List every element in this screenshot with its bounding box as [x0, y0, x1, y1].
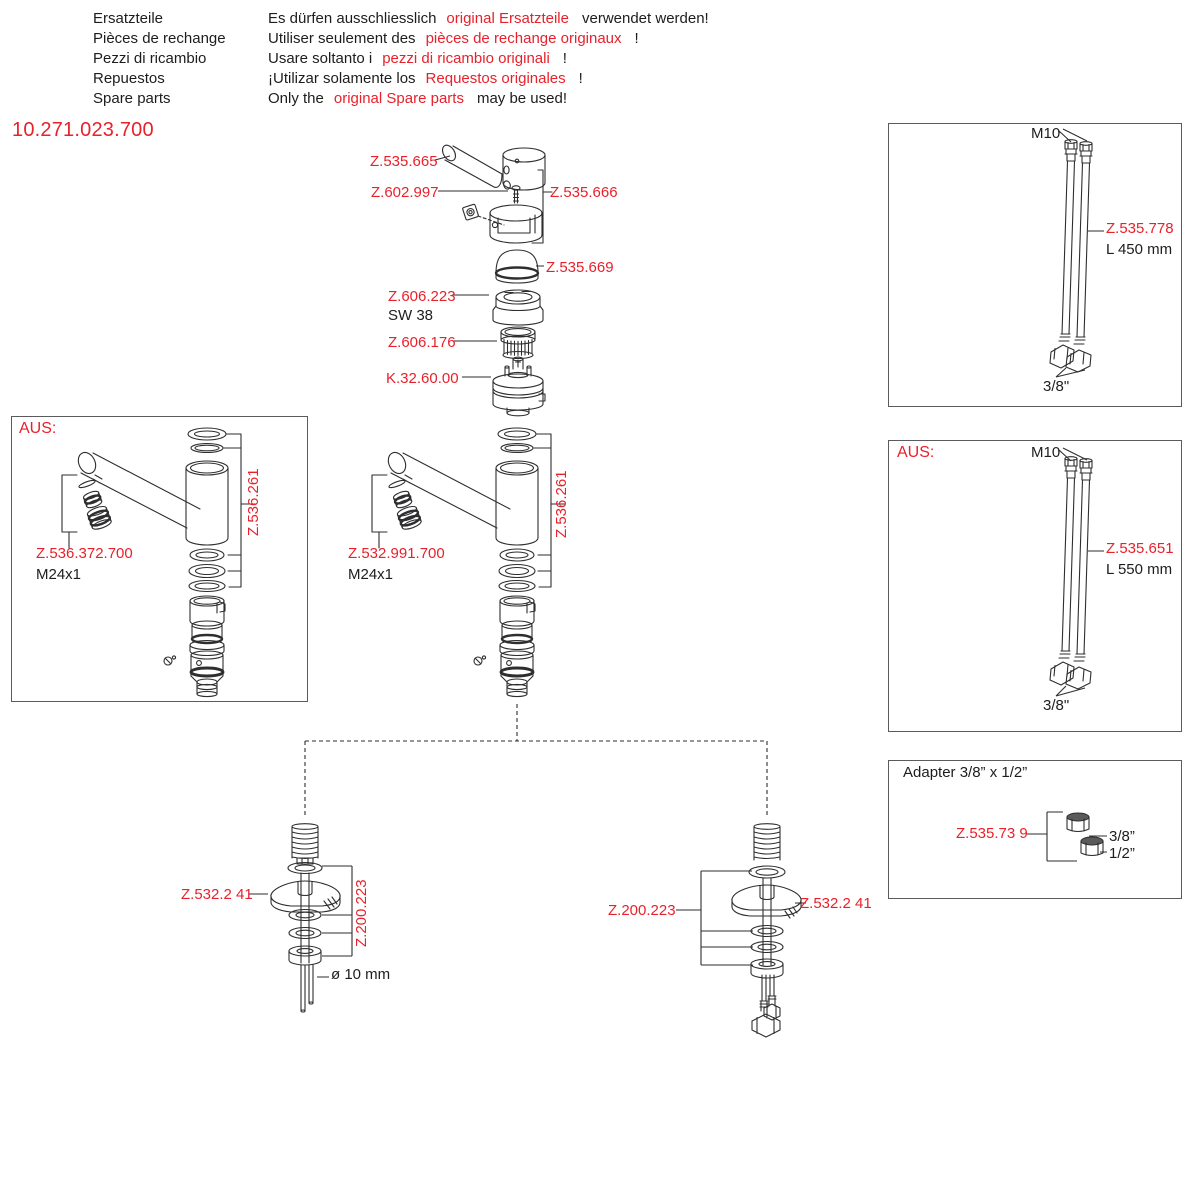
- square-nut-drawing: [462, 204, 478, 220]
- threaded-shank-drawing: [292, 824, 318, 864]
- part-label-cap-nut: Z.606.223: [388, 288, 456, 305]
- sentence-highlight: pezzi di ricambio originali: [382, 50, 550, 67]
- part-label-dome-cap: Z.535.669: [546, 259, 614, 276]
- language-label: Pezzi di ricambio: [93, 50, 207, 67]
- part-label-handle-body: Z.535.666: [550, 184, 618, 201]
- part-label-fastening-left: Z.200.223: [353, 879, 370, 947]
- adapter-box-title: Adapter 3/8” x 1/2”: [903, 764, 1028, 781]
- part-label-screw: Z.602.997: [371, 184, 439, 201]
- sentence-pre: Es dürfen ausschliesslich: [268, 10, 437, 27]
- adapter-size-small: 3/8”: [1109, 828, 1135, 845]
- hose-bottom-thread: 3/8": [1043, 378, 1070, 395]
- washer-drawing: [289, 910, 321, 921]
- handle-body-drawing: [503, 148, 545, 190]
- part-label-spout-aus: Z.536.261: [245, 468, 262, 536]
- part-label-bracket-left: Z.532.2 41: [181, 886, 253, 903]
- aerator-thread-size: M24x1: [36, 566, 82, 583]
- adapter-size-large: 1/2”: [1109, 845, 1135, 862]
- washer-drawing: [751, 942, 783, 953]
- top-o-rings-drawing: [188, 428, 226, 453]
- cartridge-drawing: [493, 357, 545, 416]
- handle-screw-drawing: [512, 186, 520, 203]
- hose-left-drawing: [1050, 140, 1077, 368]
- hose-length-450: L 450 mm: [1106, 241, 1173, 258]
- seal-rings-drawing: [499, 549, 535, 592]
- part-label-lever: Z.535.665: [370, 153, 438, 170]
- part-label-aerator-aus: Z.536.372.700: [36, 545, 133, 562]
- cap-nut-wrench-size: SW 38: [388, 307, 434, 324]
- dashed-connector: [305, 704, 767, 818]
- spout-body-drawing: [385, 450, 538, 545]
- part-label-threaded-ring: Z.606.176: [388, 334, 456, 351]
- hose-tails-drawing: [752, 975, 780, 1037]
- notice-sentence: [268, 90, 567, 107]
- aerator-thread-size: M24x1: [348, 566, 394, 583]
- pipe-diameter-label: ø 10 mm: [331, 966, 391, 983]
- sentence-highlight: Requestos originales: [425, 70, 566, 87]
- sentence-post: may be used!: [476, 90, 568, 107]
- adapter-nut-3-8-drawing: [1067, 813, 1089, 832]
- hose-left-drawing: [1050, 457, 1077, 685]
- notice-sentence: [268, 70, 583, 87]
- sentence-post: !: [562, 50, 567, 67]
- part-label-cartridge: K.32.60.00: [386, 370, 459, 387]
- hose-pair-illustration-450: [1005, 138, 1135, 383]
- top-o-rings-drawing: [498, 428, 536, 453]
- part-label-fastening-right: Z.200.223: [608, 902, 676, 919]
- mounting-set-left-illustration: [260, 815, 440, 1045]
- notice-sentence: [268, 10, 709, 27]
- language-label: Pièces de rechange: [93, 30, 226, 47]
- cap-nut-drawing: [493, 290, 543, 325]
- language-label: Spare parts: [93, 90, 171, 107]
- sentence-pre: Only the: [268, 90, 324, 107]
- part-label-aerator: Z.532.991.700: [348, 545, 445, 562]
- sentence-highlight: pièces de rechange originaux: [425, 30, 622, 47]
- seal-rings-drawing: [189, 549, 225, 592]
- spout-body-drawing: [75, 450, 228, 545]
- lever-handle-drawing: [440, 143, 512, 190]
- valve-body-drawing: [164, 596, 225, 697]
- notice-sentence: [268, 50, 567, 67]
- handle-base-drawing: [490, 205, 542, 243]
- product-code: 10.271.023.700: [12, 119, 154, 141]
- aus-tag: AUS:: [19, 420, 57, 437]
- aerator-bracket-line: [62, 475, 77, 548]
- flanged-bush-drawing: [751, 959, 783, 978]
- adapter-nut-1-2-drawing: [1081, 837, 1103, 856]
- hose-length-550: L 550 mm: [1106, 561, 1173, 578]
- part-label-spout: Z.536.261: [553, 470, 570, 538]
- hose-top-thread: M10: [1031, 125, 1061, 142]
- valve-body-drawing: [474, 596, 535, 697]
- sentence-highlight: original Spare parts: [333, 90, 464, 107]
- aus-tag: AUS:: [897, 444, 935, 461]
- threaded-shank-drawing: [754, 824, 780, 860]
- sentence-pre: ¡Utilizar solamente los: [268, 70, 416, 87]
- sentence-post: verwendet werden!: [581, 10, 709, 27]
- hose-bottom-thread: 3/8": [1043, 697, 1070, 714]
- part-label-hose-550: Z.535.651: [1106, 540, 1174, 557]
- flanged-bush-drawing: [289, 946, 321, 965]
- washer-drawing: [289, 928, 321, 939]
- notice-sentence: [268, 30, 639, 47]
- sentence-highlight: original Ersatzteile: [446, 10, 569, 27]
- sentence-post: !: [634, 30, 639, 47]
- sentence-post: !: [578, 70, 583, 87]
- hose-top-thread: M10: [1031, 444, 1061, 461]
- sentence-pre: Usare soltanto i: [268, 50, 373, 67]
- horseshoe-bracket-drawing: [271, 881, 340, 912]
- horseshoe-bracket-drawing: [732, 885, 801, 918]
- aerator-bracket-line: [372, 475, 387, 548]
- threaded-ring-drawing: [501, 327, 535, 359]
- part-label-hose-450: Z.535.778: [1106, 220, 1174, 237]
- part-label-adapter: Z.535.73 9: [956, 825, 1028, 842]
- sentence-pre: Utiliser seulement des: [268, 30, 416, 47]
- washer-drawing: [751, 926, 783, 937]
- language-label: Repuestos: [93, 70, 165, 87]
- top-washer-drawing: [749, 866, 785, 878]
- pipes-drawing: [301, 965, 313, 1012]
- language-label: Ersatzteile: [93, 10, 164, 27]
- mounting-set-right-illustration: [690, 815, 870, 1050]
- dome-cap-drawing: [496, 250, 538, 283]
- part-label-bracket-right: Z.532.2 41: [800, 895, 872, 912]
